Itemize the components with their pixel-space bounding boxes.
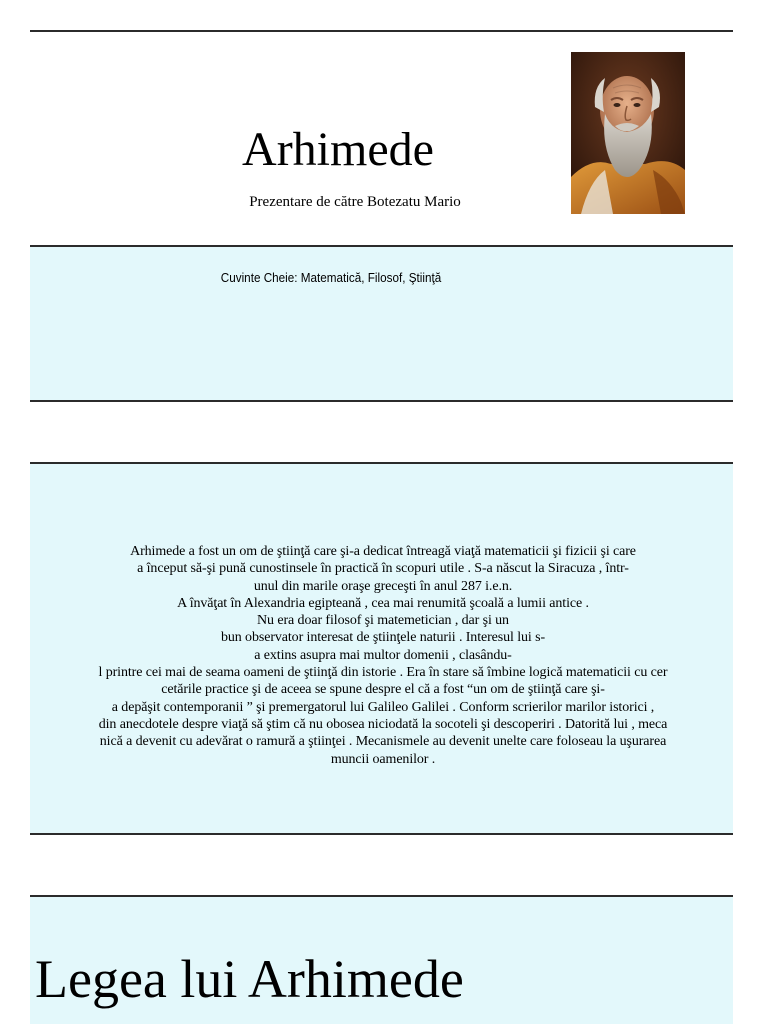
- biography-line: Arhimede a fost un om de ştiinţă care şi-a dedicat întreagă viaţă matematicii şi fizicii şi care: [130, 544, 636, 559]
- biography-line: A învăţat în Alexandria egipteană , cea mai renumită şcoală a lumii antice .: [177, 595, 589, 611]
- biography-line: Nu era doar filosof şi matemetician , dar şi un: [257, 613, 509, 629]
- biography-line: din anecdotele despre viaţă să ştim că nu obosea niciodată la socoteli şi descoperiri . Datorită lui , meca: [98, 716, 668, 732]
- slide-divider-4: [30, 833, 733, 835]
- slide-top-divider: [30, 30, 733, 32]
- biography-line: muncii oamenilor .: [330, 751, 436, 767]
- biography-line: bun observator interesat de ştiinţele naturii . Interesul lui s-: [220, 630, 546, 646]
- biography-line: a început să-şi pună cunostinsele în practică în scopuri utile . S-a născut la Siracuza , într-: [137, 561, 629, 577]
- biography-line: unul din marile oraşe greceşti în anul 287 i.e.n.: [253, 578, 513, 594]
- biography-text: [38, 543, 728, 768]
- biography-line: a depăşit contemporanii ” şi premergatorul lui Galileo Galilei . Conform scrierilor marilor istorici ,: [111, 699, 655, 715]
- biography-line: a extins asupra mai multor domenii , clasându-: [254, 647, 512, 663]
- slide-divider-2: [30, 400, 733, 402]
- page-subtitle: Prezentare de către Botezatu Mario: [249, 194, 461, 210]
- archimedes-portrait-image: [571, 52, 685, 214]
- biography-line: cetările practice şi de aceea se spune despre el că a fost “un om de ştiinţă care şi-: [161, 682, 605, 698]
- biography-line: nică a devenit cu adevărat o ramură a ştiinţei . Mecanismele au devenit unelte care foloseau la uşurarea: [99, 734, 667, 750]
- keywords-text: Cuvinte Cheie: Matematică, Filosof, Ştiinţă: [220, 270, 442, 285]
- page-title: Arhimede: [242, 123, 434, 176]
- section-heading: Legea lui Arhimede: [35, 949, 464, 1009]
- biography-line: l printre cei mai de seama oameni de ştiinţă din istorie . Era în stare să îmbine logică matematicii cu cer: [98, 665, 668, 681]
